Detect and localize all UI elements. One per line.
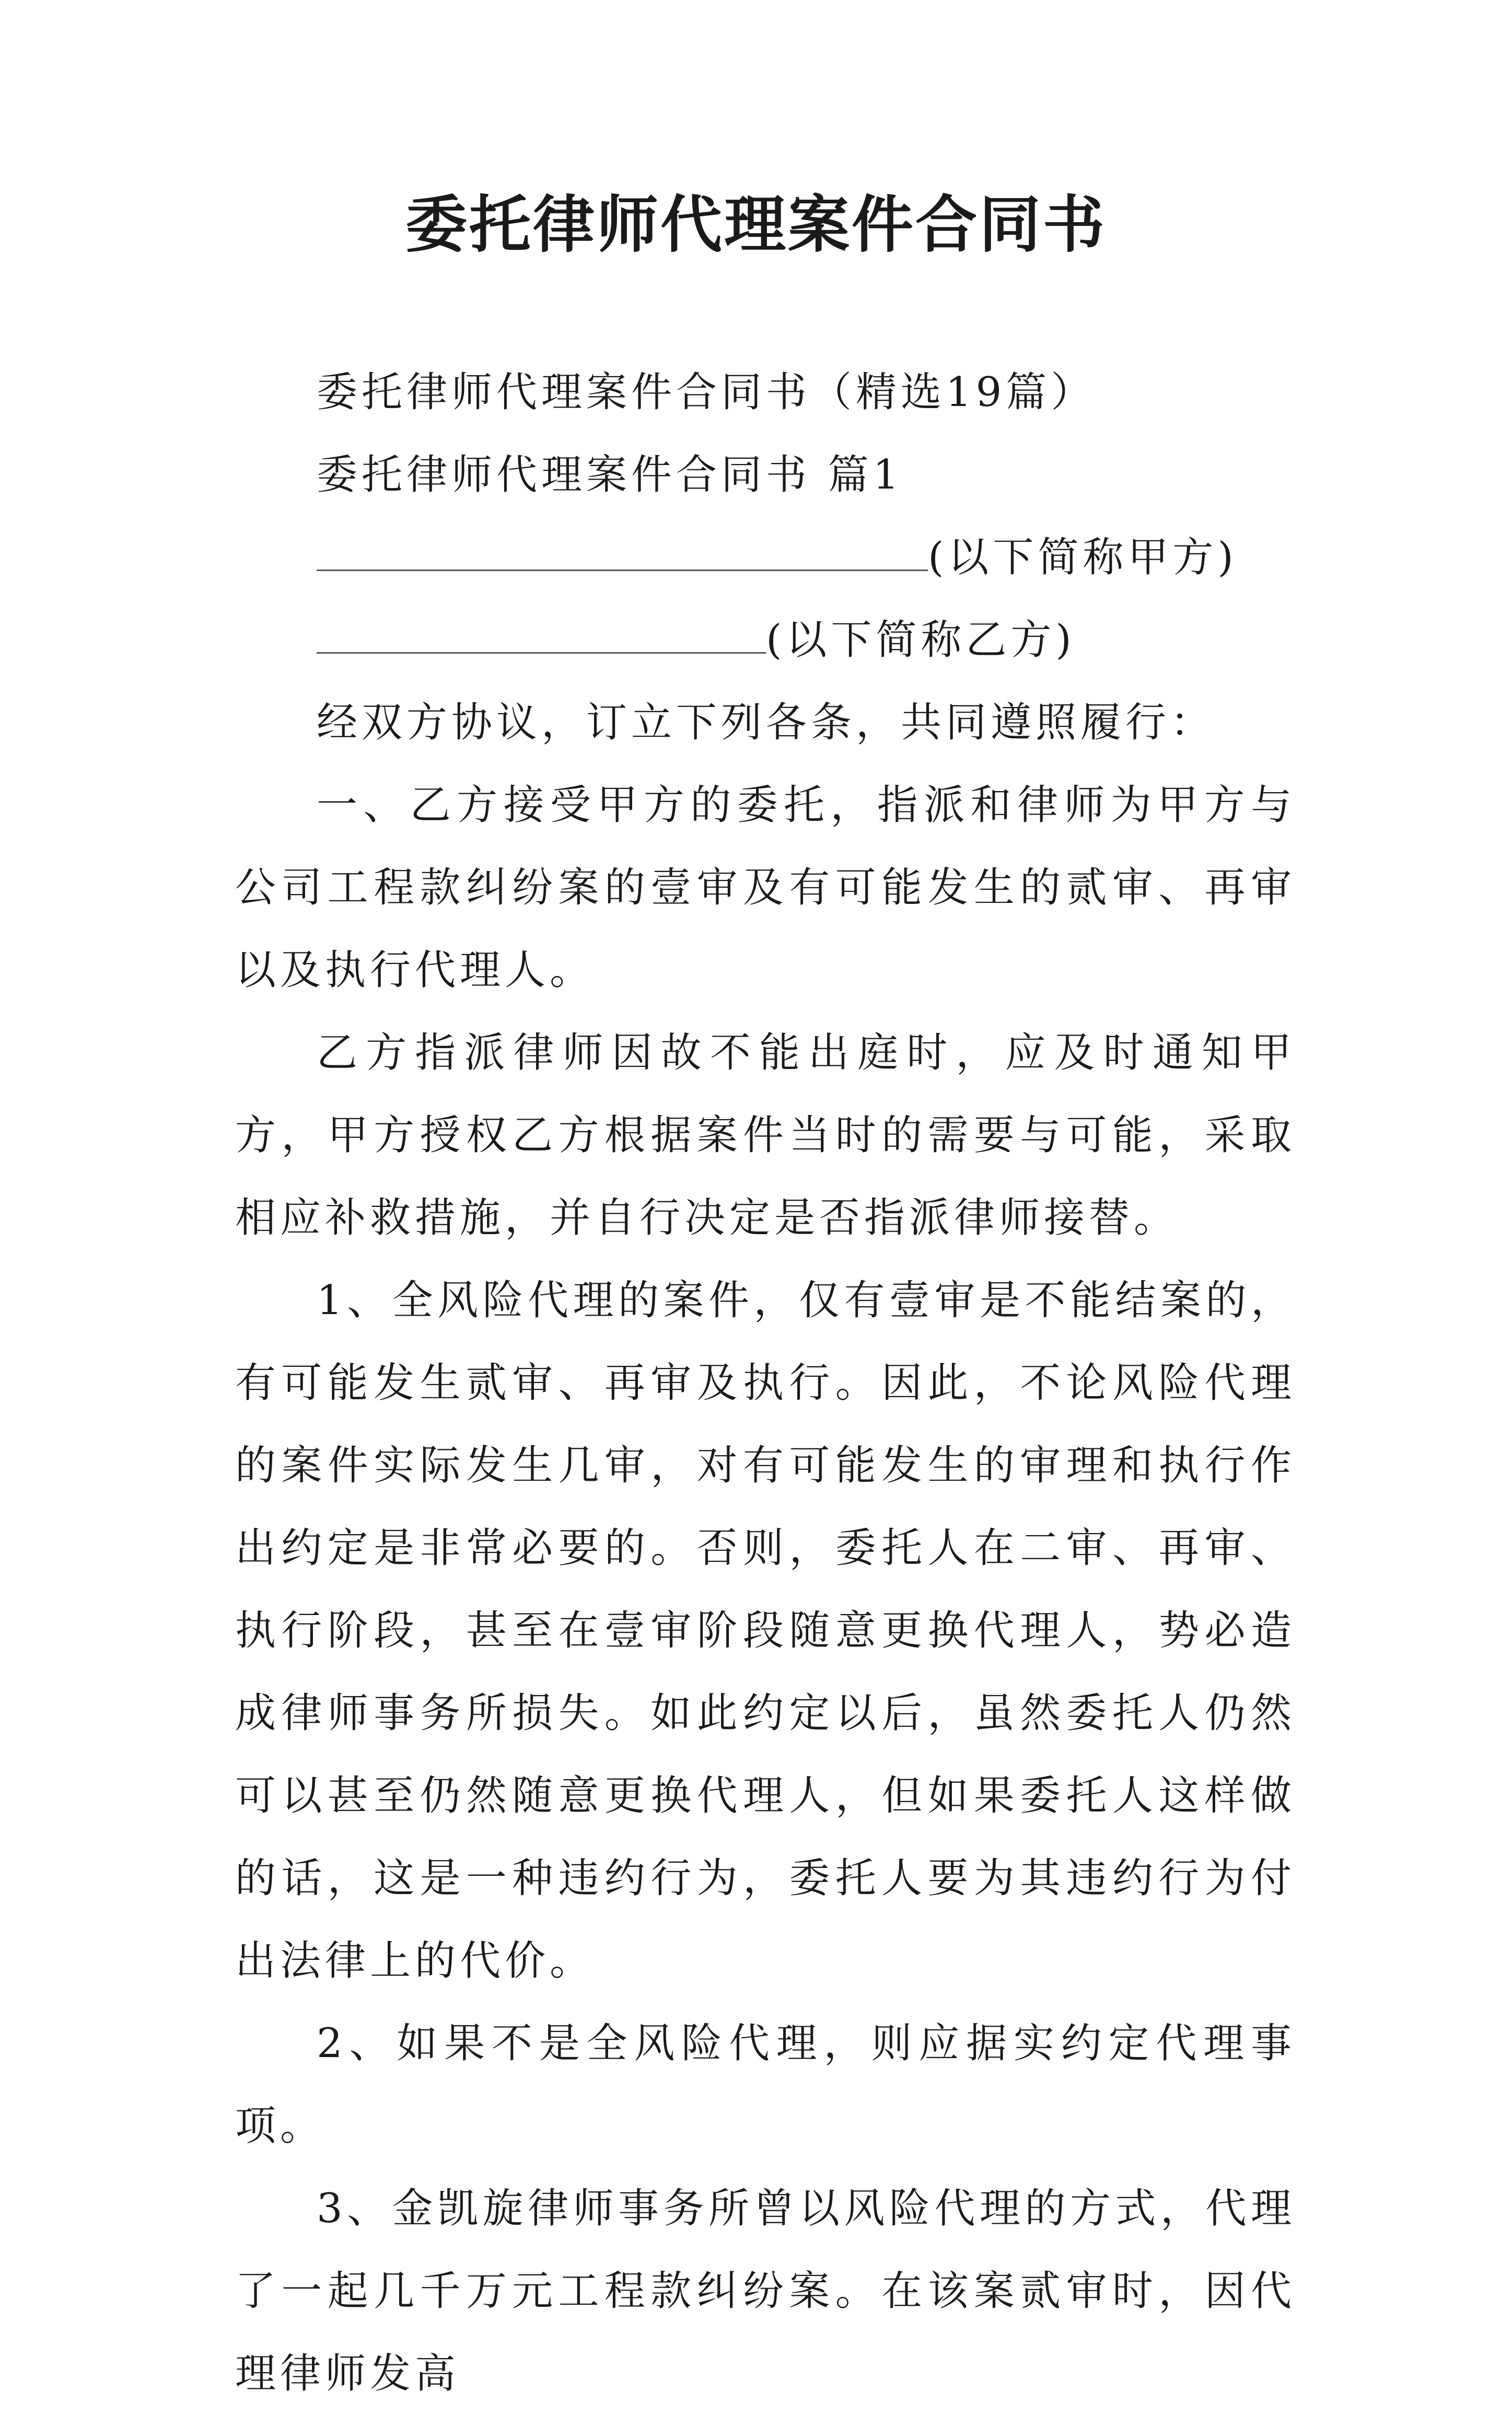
paragraph-note-2: 2、如果不是全风险代理，则应据实约定代理事项。 [235,2020,1296,2150]
party-b-blank [317,611,766,654]
party-b-label: (以下简称乙方) [766,617,1076,664]
paragraph-clause-1: 一、乙方接受甲方的委托，指派和律师为甲方与公司工程款纠纷案的壹审及有可能发生的贰审、再审以及执行代理人。 [235,782,1296,994]
document-title: 委托律师代理案件合同书 [405,188,1107,261]
party-a-line [235,516,1296,599]
paragraph-section-heading: 委托律师代理案件合同书 篇1 [317,451,903,498]
paragraph-note-1: 1、全风险代理的案件，仅有壹审是不能结案的，有可能发生贰审、再审及执行。因此，不论风险代理的案件实际发生几审，对有可能发生的审理和执行作出约定是非常必要的。否则，委托人在二审、再审、执行阶段，甚至在壹审阶段随意更换代理人，势必造成律师事务所损失。如此约定以后，虽然委托人仍然可以甚至仍然随意更换代理人，但如果委托人这样做的话，这是一种违约行为，委托人要为其违约行为付出法律上的代价。 [235,1277,1296,1984]
paragraph-clause-2: 乙方指派律师因故不能出庭时，应及时通知甲方，甲方授权乙方根据案件当时的需要与可能，采取相应补救措施，并自行决定是否指派律师接替。 [235,1029,1296,1241]
paragraph-subtitle: 委托律师代理案件合同书（精选19篇） [317,369,1096,416]
document-body [235,351,1296,2415]
party-a-blank [317,529,928,571]
party-a-label: (以下简称甲方) [928,534,1238,581]
paragraph-agreement: 经双方协议，订立下列各条，共同遵照履行： [317,699,1216,746]
paragraph-note-3: 3、金凯旋律师事务所曾以风险代理的方式，代理了一起几千万元工程款纠纷案。在该案贰审时，因代理律师发高 [235,2185,1296,2397]
party-b-line [235,599,1296,681]
